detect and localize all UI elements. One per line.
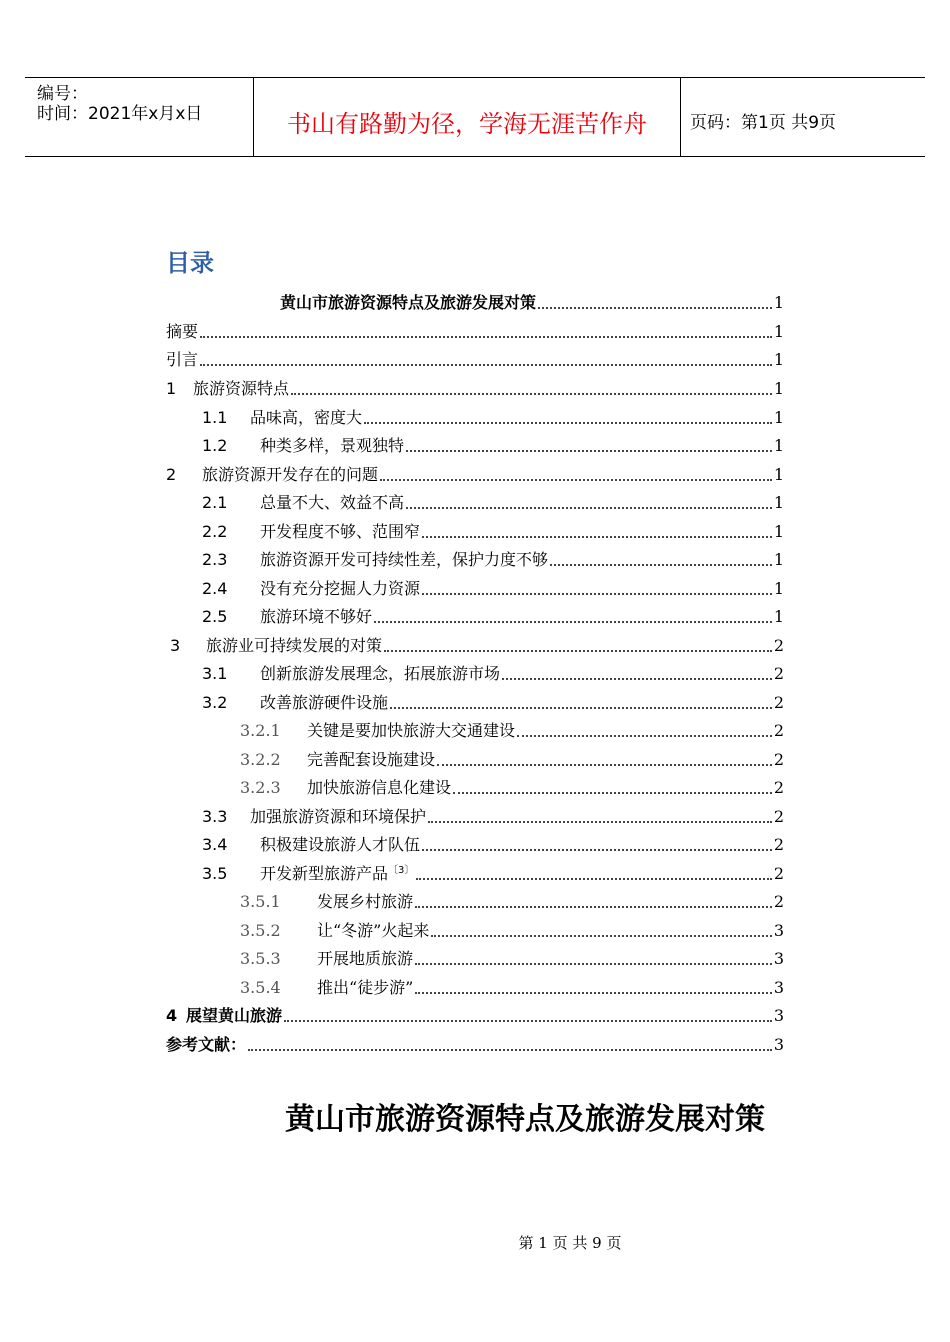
toc-entry-text: 旅游环境不够好 [260, 607, 373, 626]
toc-entry-page: 2 [773, 750, 784, 769]
toc-entry-page: 2 [773, 721, 784, 740]
toc-leader-dots [200, 336, 772, 338]
toc-entry-page: 1 [773, 579, 784, 598]
toc-leader-dots [422, 536, 772, 538]
toc-entry[interactable] [240, 746, 784, 770]
toc-entry-page: 1 [773, 607, 784, 626]
toc-entry-number: 4 [166, 1006, 178, 1025]
toc-entry-text: 积极建设旅游人才队伍 [260, 835, 421, 854]
toc-entry[interactable] [202, 689, 784, 713]
toc-entry-page: 2 [773, 636, 784, 655]
toc-entry-page: 1 [773, 493, 784, 512]
toc-entry[interactable] [202, 831, 784, 855]
toc-entry-page: 1 [773, 550, 784, 569]
toc-entry-page: 1 [773, 379, 784, 398]
toc-leader-dots [406, 507, 772, 509]
toc-entry-number: 1.2 [202, 436, 228, 455]
toc-entry[interactable] [202, 860, 784, 884]
toc-entry-number: 3.2.1 [240, 721, 281, 740]
toc-entry-text: 没有充分挖掘人力资源 [260, 579, 421, 598]
toc-entry[interactable] [240, 774, 784, 798]
toc-entry-text: 旅游资源开发存在的问题 [202, 465, 379, 484]
toc-leader-dots [415, 992, 771, 994]
toc-entry[interactable] [202, 803, 784, 827]
toc-entry[interactable] [166, 318, 784, 342]
toc-leader-dots [428, 821, 772, 823]
toc-entry[interactable] [202, 575, 784, 599]
toc-entry-number: 3.4 [202, 835, 228, 854]
toc-leader-dots [200, 364, 772, 366]
header-page-cell [681, 78, 925, 156]
toc-entry[interactable] [240, 974, 784, 998]
toc-entry-page: 1 [773, 436, 784, 455]
toc-entry-text: 种类多样，景观独特 [260, 436, 405, 455]
toc-entry[interactable] [202, 603, 784, 627]
toc-entry-text: 创新旅游发展理念，拓展旅游市场 [260, 664, 501, 683]
toc-entry[interactable] [240, 917, 784, 941]
toc-entry-text: 旅游资源开发可持续性差，保护力度不够 [260, 550, 549, 569]
toc-entry-number: 2 [166, 465, 177, 484]
toc-entry-number: 3.3 [202, 807, 228, 826]
toc-leader-dots [502, 678, 772, 680]
header-motto-cell [254, 78, 681, 156]
toc-entry[interactable] [202, 404, 784, 428]
toc-entry-text: 参考文献： [166, 1035, 247, 1054]
toc-entry[interactable] [202, 546, 784, 570]
toc-leader-dots [517, 735, 772, 737]
toc-entry-number: 3.5 [202, 864, 228, 883]
toc-entry[interactable] [240, 717, 784, 741]
toc-leader-dots [374, 621, 772, 623]
toc-leader-dots [406, 450, 772, 452]
toc-entry-text: 加快旅游信息化建设 [307, 778, 452, 797]
toc-entry-number: 1 [166, 379, 177, 398]
toc-entry[interactable] [166, 461, 784, 485]
toc-entry-text: 完善配套设施建设 [307, 750, 436, 769]
toc-leader-dots [437, 764, 772, 766]
toc-leader-dots [284, 1020, 772, 1022]
toc-entry[interactable] [202, 660, 784, 684]
toc-entry-number: 3.1 [202, 664, 228, 683]
toc-leader-dots [453, 792, 772, 794]
toc-entry-text: 让“冬游”火起来 [317, 921, 430, 940]
toc-leader-dots [364, 422, 772, 424]
toc-entry-page: 2 [773, 892, 784, 911]
toc-entry-number: 3.2 [202, 693, 228, 712]
citation-marker: 〔3〕 [388, 865, 415, 876]
toc-leader-dots [415, 963, 772, 965]
toc-entry-page: 1 [773, 465, 784, 484]
toc-entry-text: 开发新型旅游产品 [260, 864, 389, 883]
toc-leader-dots [550, 564, 772, 566]
toc-entry-text: 摘要 [166, 322, 199, 341]
toc-entry-number: 3.5.2 [240, 921, 281, 940]
toc-entry-text: 品味高，密度大 [250, 408, 363, 427]
toc-entry-page: 1 [773, 322, 784, 341]
toc-entry[interactable] [166, 375, 784, 399]
toc-title: 目录 [166, 249, 214, 277]
toc-entry-text: 引言 [166, 350, 199, 369]
toc-entry-text: 总量不大、效益不高 [260, 493, 405, 512]
toc-entry-number: 2.5 [202, 607, 228, 626]
toc-entry-page: 2 [773, 664, 784, 683]
toc-entry-number: 1.1 [202, 408, 228, 427]
page-header [25, 77, 925, 157]
toc-entry[interactable] [166, 346, 784, 370]
toc-entry[interactable] [170, 632, 784, 656]
toc-entry-text: 黄山市旅游资源特点及旅游发展对策 [280, 293, 537, 312]
toc-entry-number: 2.1 [202, 493, 228, 512]
header-info-cell [25, 78, 254, 156]
toc-entry-number: 2.4 [202, 579, 228, 598]
toc-entry[interactable] [202, 489, 784, 513]
toc-entry[interactable] [202, 432, 784, 456]
toc-leader-dots [538, 307, 772, 309]
time-label: 时间：2021年x月x日 [37, 104, 203, 124]
toc-entry[interactable] [166, 1002, 784, 1026]
toc-leader-dots [248, 1049, 772, 1051]
document-title: 黄山市旅游资源特点及旅游发展对策 [285, 1102, 765, 1137]
toc-leader-dots [416, 878, 771, 880]
toc-entry-page: 1 [773, 350, 784, 369]
toc-entry-page: 3 [773, 949, 784, 968]
toc-entry-page: 2 [773, 778, 784, 797]
page-footer: 第 1 页 共 9 页 [518, 1234, 622, 1252]
toc-entry-page: 1 [773, 293, 784, 312]
toc-leader-dots [431, 935, 771, 937]
page-info: 页码：第1页 共9页 [690, 113, 837, 133]
toc-entry-text: 推出“徒步游” [317, 978, 414, 997]
toc-entry-page: 3 [773, 921, 784, 940]
serial-number-label: 编号： [37, 84, 88, 104]
toc-entry-page: 2 [773, 693, 784, 712]
toc-leader-dots [415, 906, 772, 908]
toc-leader-dots [390, 707, 772, 709]
toc-entry-page: 2 [773, 864, 784, 883]
toc-entry[interactable] [202, 518, 784, 542]
toc-entry-number: 3.2.2 [240, 750, 281, 769]
toc-leader-dots [291, 393, 772, 395]
toc-leader-dots [380, 479, 772, 481]
toc-entry-text: 加强旅游资源和环境保护 [250, 807, 427, 826]
toc-entry-page: 2 [773, 835, 784, 854]
toc-entry-number: 2.2 [202, 522, 228, 541]
toc-entry[interactable] [240, 888, 784, 912]
toc-entry-number: 2.3 [202, 550, 228, 569]
toc-entry-number: 3.5.4 [240, 978, 281, 997]
toc-entry-number: 3.2.3 [240, 778, 281, 797]
motto-text: 书山有路勤为径，学海无涯苦作舟 [287, 110, 647, 138]
toc-entry-page: 3 [773, 978, 784, 997]
toc-entry-page: 2 [773, 807, 784, 826]
toc-entry[interactable] [166, 1031, 784, 1055]
toc-entry-text: 旅游资源特点 [193, 379, 290, 398]
toc-entry[interactable] [280, 289, 784, 313]
toc-entry-page: 3 [773, 1035, 784, 1054]
toc-leader-dots [422, 593, 772, 595]
toc-entry-text: 旅游业可持续发展的对策 [206, 636, 383, 655]
toc-entry-number: 3.5.1 [240, 892, 281, 911]
toc-entry-number: 3.5.3 [240, 949, 281, 968]
toc-entry-number: 3 [170, 636, 181, 655]
toc-leader-dots [422, 849, 772, 851]
toc-entry-text: 发展乡村旅游 [317, 892, 414, 911]
toc-leader-dots [384, 650, 772, 652]
toc-entry-page: 1 [773, 522, 784, 541]
toc-entry-text: 改善旅游硬件设施 [260, 693, 389, 712]
toc-entry-text: 关键是要加快旅游大交通建设 [307, 721, 516, 740]
toc-entry-text: 展望黄山旅游 [186, 1006, 283, 1025]
toc-entry-text: 开展地质旅游 [317, 949, 414, 968]
toc-entry-text: 开发程度不够、范围窄 [260, 522, 421, 541]
toc-entry-page: 1 [773, 408, 784, 427]
toc-entry-page: 3 [773, 1006, 784, 1025]
toc-entry[interactable] [240, 945, 784, 969]
